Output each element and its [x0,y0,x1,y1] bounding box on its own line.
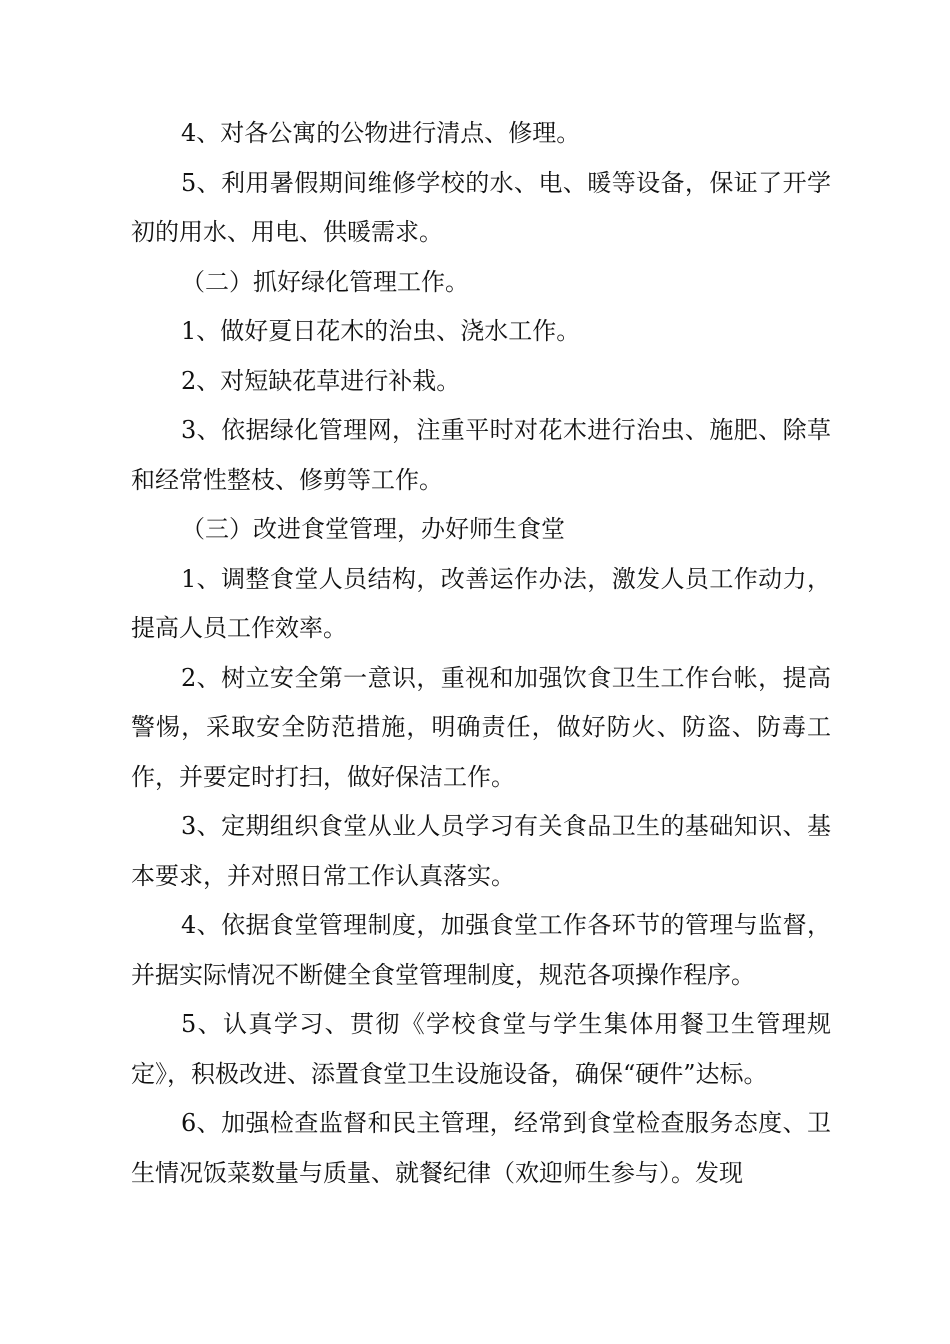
paragraph-dorm-inventory: 4、对各公寓的公物进行清点、修理。 [181,119,581,147]
document-body [131,109,831,1198]
paragraph-replant: 2、对短缺花草进行补栽。 [181,366,461,395]
paragraph-greening-network: 3、依据绿化管理网，注重平时对花木进行治虫、施肥、除草和经常性整枝、修剪等工作。 [131,416,831,494]
paragraph-inspection: 6、加强检查监督和民主管理，经常到食堂检查服务态度、卫生情况饭菜数量与质量、就餐纪律（欢迎师生参与）。发现 [131,1109,831,1187]
paragraph-hygiene-training: 3、定期组织食堂从业人员学习有关食品卫生的基础知识、基本要求，并对照日常工作认真落实。 [131,812,831,890]
paragraph-staff-structure: 1、调整食堂人员结构，改善运作办法，激发人员工作动力，提高人员工作效率。 [131,564,831,642]
paragraph-canteen-rules: 4、依据食堂管理制度，加强食堂工作各环节的管理与监督，并据实际情况不断健全食堂管理制度，规范各项操作程序。 [131,911,831,989]
paragraph-regulations: 5、认真学习、贯彻《学校食堂与学生集体用餐卫生管理规定》，积极改进、添置食堂卫生设施设备，确保“硬件”达标。 [131,1010,831,1088]
section-heading-canteen: （三）改进食堂管理，办好师生食堂 [181,515,565,543]
paragraph-safety: 2、树立安全第一意识，重视和加强饮食卫生工作台帐，提高警惕，采取安全防范措施，明确责任，做好防火、防盗、防毒工作，并要定时打扫，做好保洁工作。 [131,663,831,791]
section-heading-greening: （二）抓好绿化管理工作。 [181,267,469,296]
paragraph-summer-plants: 1、做好夏日花木的治虫、浇水工作。 [181,317,581,345]
paragraph-summer-maintenance: 5、利用暑假期间维修学校的水、电、暖等设备，保证了开学初的用水、用电、供暖需求。 [131,168,831,246]
